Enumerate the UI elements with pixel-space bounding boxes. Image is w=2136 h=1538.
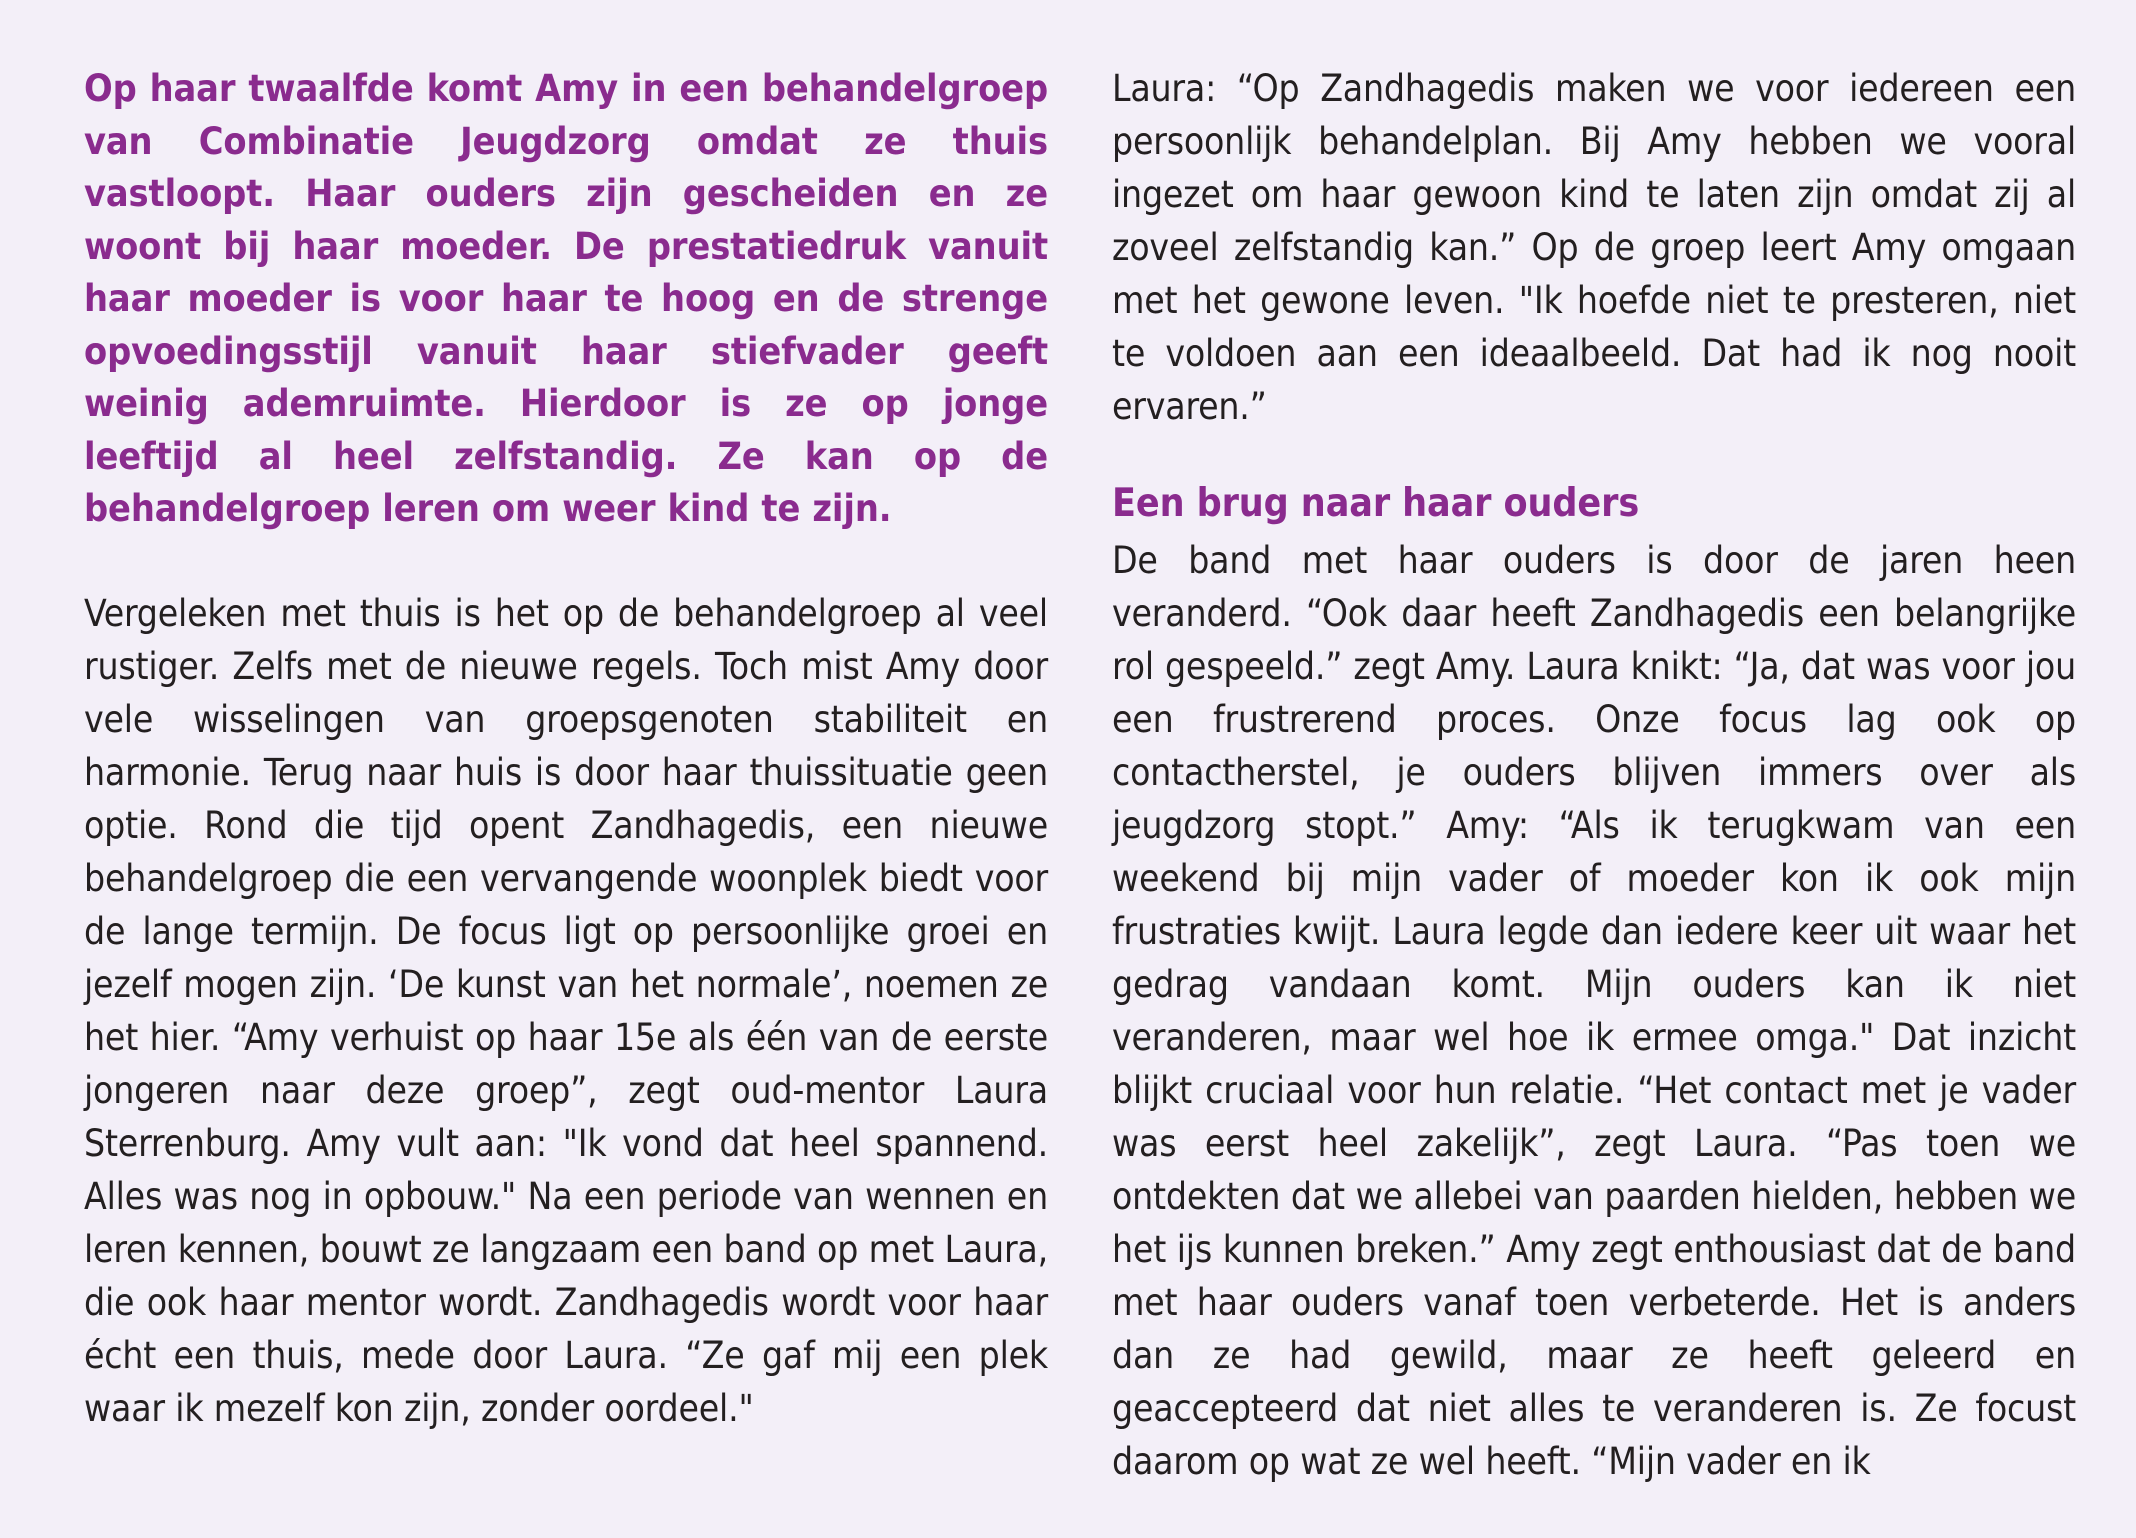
right-column: [1112, 62, 2076, 1488]
lead-paragraph: Op haar twaalfde komt Amy in een behandelgroep van Combinatie Jeugdzorg omdat ze thuis vastloopt. Haar ouders zijn gescheiden en ze woont bij haar moeder. De prestatiedruk vanuit haar moeder is voor haar te hoog en de strenge opvoedingsstijl vanuit haar stiefvader geeft weinig ademruimte. Hierdoor is ze op jonge leeftijd al heel zelfstandig. Ze kan op de behandelgroep leren om weer kind te zijn.: [84, 66, 1048, 530]
two-column-layout: [84, 62, 2076, 1538]
left-column: [84, 62, 1048, 1435]
section-heading-een-brug-naar-haar-ouders: Een brug naar haar ouders: [1112, 481, 1640, 526]
laura-quote-paragraph: Laura: “Op Zandhagedis maken we voor iedereen een persoonlijk behandelplan. Bij Amy hebben we vooral ingezet om haar gewoon kind te laten zijn omdat zij al zoveel zelfstandig kan.” Op de groep leert Amy omgaan met het gewone leven. "Ik hoefde niet te presteren, niet te voldoen aan een ideaalbeeld. Dat had ik nog nooit ervaren.”: [1112, 67, 2076, 428]
right-body-paragraph: De band met haar ouders is door de jaren heen veranderd. “Ook daar heeft Zandhagedis een belangrijke rol gespeeld.” zegt Amy. Laura knikt: “Ja, dat was voor jou een frustrerend proces. Onze focus lag ook op contactherstel, je ouders blijven immers over als jeugdzorg stopt.” Amy: “Als ik terugkwam van een weekend bij mijn vader of moeder kon ik ook mijn frustraties kwijt. Laura legde dan iedere keer uit waar het gedrag vandaan komt. Mijn ouders kan ik niet veranderen, maar wel hoe ik ermee omga." Dat inzicht blijkt cruciaal voor hun relatie. “Het contact met je vader was eerst heel zakelijk”, zegt Laura. “Pas toen we ontdekten dat we allebei van paarden hielden, hebben we het ijs kunnen breken.” Amy zegt enthousiast dat de band met haar ouders vanaf toen verbeterde. Het is anders dan ze had gewild, maar ze heeft geleerd en geaccepteerd dat niet alles te veranderen is. Ze focust daarom op wat ze wel heeft. “Mijn vader en ik: [1112, 539, 2076, 1483]
left-body-paragraph: Vergeleken met thuis is het op de behandelgroep al veel rustiger. Zelfs met de nieuwe regels. Toch mist Amy door vele wisselingen van groepsgenoten stabiliteit en harmonie. Terug naar huis is door haar thuissituatie geen optie. Rond die tijd opent Zandhagedis, een nieuwe behandelgroep die een vervangende woonplek biedt voor de lange termijn. De focus ligt op persoonlijke groei en jezelf mogen zijn. ‘De kunst van het normale’, noemen ze het hier. “Amy verhuist op haar 15e als één van de eerste jongeren naar deze groep”, zegt oud-mentor Laura Sterrenburg. Amy vult aan: "Ik vond dat heel spannend. Alles was nog in opbouw." Na een periode van wennen en leren kennen, bouwt ze langzaam een band op met Laura, die ook haar mentor wordt. Zandhagedis wordt voor haar écht een thuis, mede door Laura. “Ze gaf mij een plek waar ik mezelf kon zijn, zonder oordeel.": [84, 591, 1048, 1430]
